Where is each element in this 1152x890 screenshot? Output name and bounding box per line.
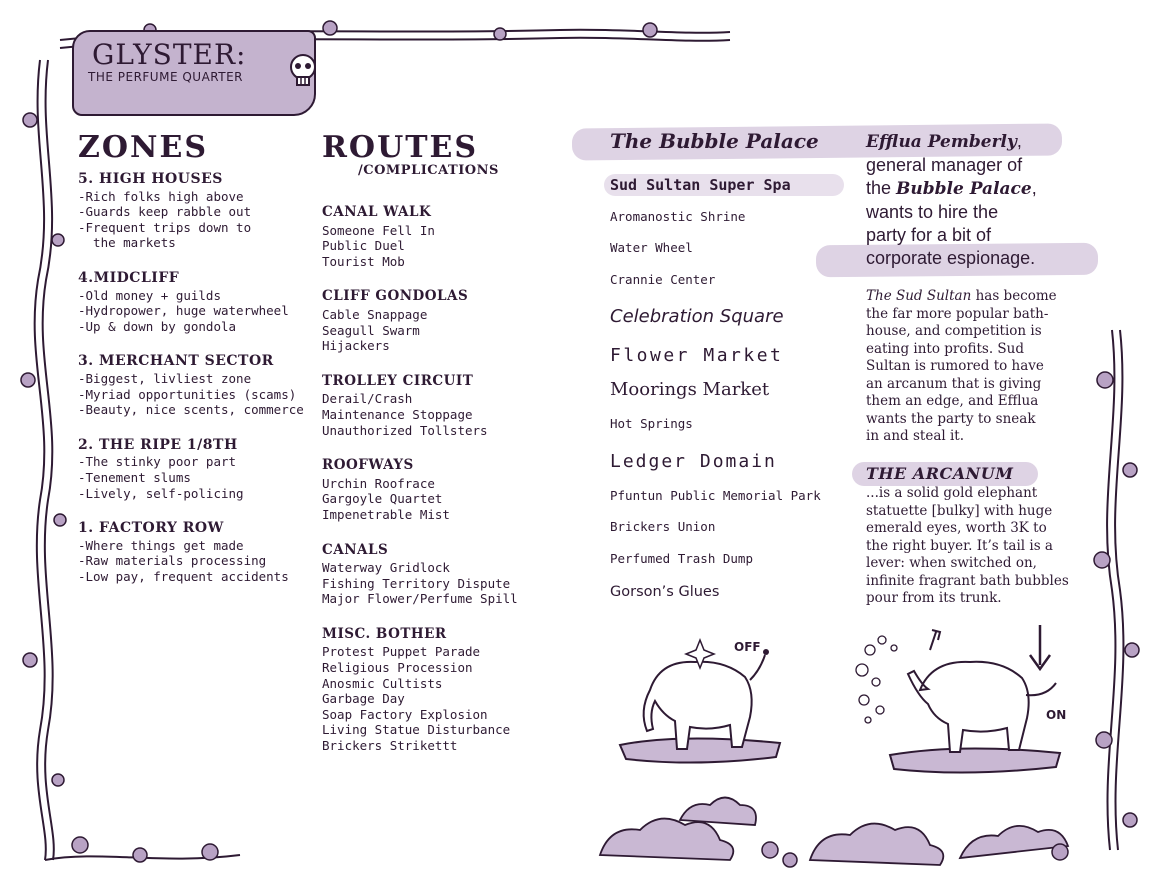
story-line: the far more popular bath- (866, 305, 1049, 322)
routes-subheading: /COMPLICATIONS (358, 163, 499, 178)
route-line: Someone Fell In (322, 222, 435, 238)
story-line: house, and competition is (866, 323, 1042, 339)
story-text: has become (971, 288, 1057, 304)
location-aromanostic: Aromanostic Shrine (610, 209, 746, 224)
location-moorings: Moorings Market (610, 379, 770, 400)
story-paragraph (866, 288, 1106, 446)
hook-bubble-palace: Bubble Palace (896, 179, 1032, 199)
hook-name: Efflua Pemberly (866, 132, 1017, 152)
story-line (866, 288, 1106, 306)
location-pfuntun: Pfuntun Public Memorial Park (610, 488, 821, 503)
arcanum-line: emerald eyes, worth 3K to (866, 520, 1047, 536)
zone-line: -Lively, self-policing (78, 485, 244, 501)
zone-line: -The stinky poor part (78, 454, 237, 470)
zone-line: -Tenement slums (78, 469, 191, 485)
route-line: Garbage Day (322, 691, 405, 707)
hook-line-3 (866, 177, 1106, 201)
location-bubble-palace: The Bubble Palace (610, 129, 819, 153)
location-hot-springs: Hot Springs (610, 416, 693, 431)
routes-heading: ROUTES (322, 130, 479, 165)
zone-line: the markets (78, 235, 176, 251)
zone-title: 1. FACTORY ROW (78, 520, 224, 537)
hook-line-5: party for a bit of (866, 225, 992, 245)
route-line: Major Flower/Perfume Spill (322, 591, 518, 607)
story-line: wants the party to sneak (866, 410, 1036, 427)
arcanum-line: pour from its trunk. (866, 590, 1002, 606)
arcanum-paragraph (866, 485, 1116, 608)
skull-icon (286, 52, 320, 92)
route-line: Gargoyle Quartet (322, 491, 443, 507)
arcanum-line: lever: when switched on, (866, 555, 1037, 571)
route-line: Fishing Territory Dispute (322, 575, 511, 591)
zone-line: -Guards keep rabble out (78, 204, 252, 220)
location-celebration: Celebration Square (610, 306, 784, 327)
zone-line: -Myriad opportunities (scams) (78, 386, 297, 402)
location-brickers: Brickers Union (610, 519, 716, 534)
zone-factory-row (78, 521, 308, 584)
zone-line: -Hydropower, huge waterwheel (78, 303, 289, 319)
arcanum-line: statuette [bulky] with huge (866, 502, 1053, 519)
elephant-off-illustration (610, 630, 790, 770)
hook-text: , (1031, 178, 1037, 198)
routes-list (322, 205, 562, 774)
route-title: CANAL WALK (322, 204, 432, 220)
hook-comma: , (1016, 131, 1022, 151)
hook-line-1 (866, 130, 1106, 154)
zone-line: -Biggest, livliest zone (78, 370, 252, 386)
route-canals (322, 543, 562, 607)
zone-line: -Frequent trips down to (78, 219, 252, 235)
location-gorson: Gorson’s Glues (610, 584, 720, 600)
zone-title: 3. MERCHANT SECTOR (78, 353, 274, 370)
hook-paragraph (866, 130, 1106, 270)
zone-title: 4.MIDCLIFF (78, 269, 180, 286)
route-line: Cable Snappage (322, 306, 428, 322)
route-title: MISC. BOTHER (322, 625, 447, 642)
route-line: Hijackers (322, 338, 390, 354)
story-line: eating into profits. Sud (866, 340, 1025, 357)
route-line: Impenetrable Mist (322, 506, 450, 522)
route-line: Public Duel (322, 238, 405, 254)
location-ledger: Ledger Domain (610, 451, 777, 472)
zone-line: -Rich folks high above (78, 188, 244, 204)
zones-heading: ZONES (78, 130, 208, 165)
hook-line-4: wants to hire the (866, 202, 999, 222)
zone-high-houses (78, 172, 308, 251)
story-line: Sultan is rumored to have (866, 358, 1044, 374)
route-title: TROLLEY CIRCUIT (322, 372, 474, 389)
arcanum-heading: THE ARCANUM (866, 464, 1014, 483)
route-line: Waterway Gridlock (322, 560, 450, 576)
route-line: Seagull Swarm (322, 322, 420, 338)
zone-line: -Beauty, nice scents, commerce (78, 402, 304, 418)
route-line: Protest Puppet Parade (322, 644, 481, 660)
route-line: Anosmic Cultists (322, 675, 443, 691)
location-water-wheel: Water Wheel (610, 240, 693, 255)
zone-title: 2. THE RIPE 1/8TH (78, 436, 238, 453)
route-line: Living Statue Disturbance (322, 722, 511, 738)
on-label: ON (1046, 708, 1067, 722)
zone-line: -Low pay, frequent accidents (78, 568, 289, 584)
zone-line: -Where things get made (78, 537, 244, 553)
route-line: Urchin Roofrace (322, 475, 435, 491)
zone-line: -Old money + guilds (78, 287, 221, 303)
route-line: Derail/Crash (322, 391, 413, 407)
route-misc-bother (322, 627, 562, 754)
route-title: CLIFF GONDOLAS (322, 288, 469, 305)
route-line: Brickers Strikettt (322, 738, 458, 754)
arcanum-line: the right buyer. It’s tail is a (866, 537, 1053, 554)
story-sud-sultan: The Sud Sultan (866, 288, 972, 304)
off-label: OFF (734, 640, 761, 654)
arcanum-line: infinite fragrant bath bubbles (866, 572, 1069, 589)
hook-text: the (866, 178, 897, 198)
location-sud-sultan: Sud Sultan Super Spa (610, 176, 791, 194)
story-line: an arcanum that is giving (866, 375, 1042, 392)
route-trolley-circuit (322, 374, 562, 438)
story-line: in and steal it. (866, 428, 965, 444)
story-line: them an edge, and Efflua (866, 393, 1039, 409)
route-title: CANALS (322, 541, 389, 558)
zone-merchant-sector (78, 354, 308, 417)
zone-ripe-eighth (78, 438, 308, 501)
location-trash: Perfumed Trash Dump (610, 551, 753, 566)
route-canal-walk (322, 205, 562, 269)
route-line: Unauthorized Tollsters (322, 422, 488, 438)
elephant-on-illustration (850, 620, 1080, 780)
zone-midcliff (78, 271, 308, 334)
route-line: Tourist Mob (322, 253, 405, 269)
zone-title: 5. HIGH HOUSES (78, 171, 223, 187)
route-roofways (322, 458, 562, 522)
banner-title: GLYSTER: (92, 38, 247, 71)
location-flower-market: Flower Market (610, 345, 784, 366)
route-line: Soap Factory Explosion (322, 706, 488, 722)
route-line: Maintenance Stoppage (322, 406, 473, 422)
location-crannie: Crannie Center (610, 272, 716, 287)
route-cliff-gondolas (322, 289, 562, 353)
hook-line-2: general manager of (866, 155, 1023, 175)
zones-list (78, 172, 308, 604)
route-title: ROOFWAYS (322, 457, 414, 474)
zone-line: -Raw materials processing (78, 553, 267, 569)
banner-subtitle: THE PERFUME QUARTER (88, 70, 243, 84)
hook-line-6: corporate espionage. (866, 248, 1036, 268)
arcanum-line: ...is a solid gold elephant (866, 485, 1038, 501)
route-line: Religious Procession (322, 660, 473, 676)
zone-line: -Up & down by gondola (78, 318, 237, 334)
